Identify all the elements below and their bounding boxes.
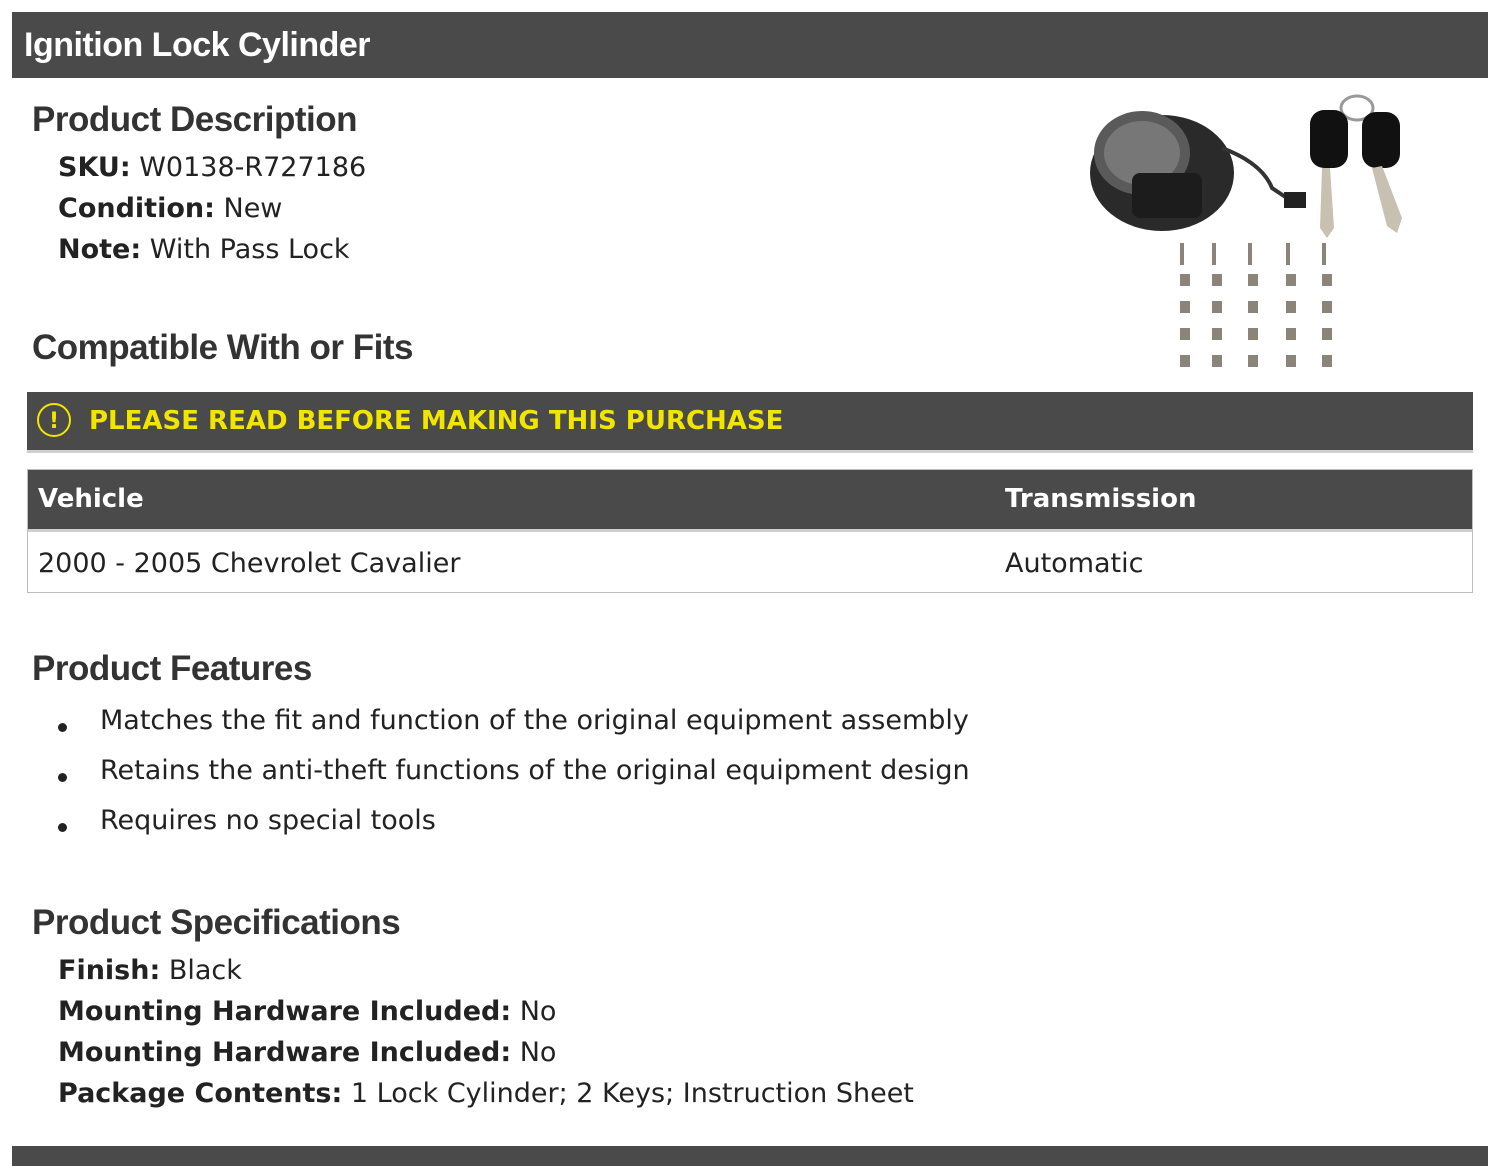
note-label: Note:: [58, 234, 142, 265]
finish-row: [58, 955, 242, 986]
specs-heading: Product Specifications: [32, 903, 401, 942]
product-image: [1072, 88, 1442, 380]
mounting-value-2: No: [519, 1037, 557, 1068]
features-list: [58, 705, 970, 855]
description-heading: Product Description: [32, 100, 357, 139]
mounting-row-2: [58, 1037, 556, 1068]
title-bar: [12, 12, 1488, 78]
list-item: Matches the fit and function of the original equipment assembly: [58, 705, 970, 755]
page-title: Ignition Lock Cylinder: [24, 26, 371, 64]
sku-value: W0138-R727186: [139, 152, 367, 183]
table-cell-vehicle: 2000 - 2005 Chevrolet Cavalier: [38, 548, 461, 579]
sku-label: SKU:: [58, 152, 131, 183]
mounting-label-2: Mounting Hardware Included:: [58, 1037, 512, 1068]
features-heading: Product Features: [32, 649, 312, 688]
package-value: 1 Lock Cylinder; 2 Keys; Instruction Sheet: [350, 1078, 914, 1109]
finish-label: Finish:: [58, 955, 161, 986]
sku-row: [58, 152, 366, 183]
warning-text: PLEASE READ BEFORE MAKING THIS PURCHASE: [89, 406, 784, 436]
package-label: Package Contents:: [58, 1078, 343, 1109]
compat-table: [27, 469, 1473, 593]
table-header: [28, 470, 1472, 532]
column-header-transmission: Transmission: [1005, 484, 1197, 514]
list-item: Retains the anti-theft functions of the original equipment design: [58, 755, 970, 805]
package-row: [58, 1078, 914, 1109]
bottom-bar: [12, 1146, 1488, 1166]
condition-row: [58, 193, 282, 224]
condition-label: Condition:: [58, 193, 215, 224]
finish-value: Black: [168, 955, 242, 986]
note-row: [58, 234, 350, 265]
mounting-row: [58, 996, 556, 1027]
compat-heading: Compatible With or Fits: [32, 328, 413, 367]
exclamation-icon: !: [37, 403, 71, 437]
column-header-vehicle: Vehicle: [38, 484, 144, 514]
mounting-label: Mounting Hardware Included:: [58, 996, 512, 1027]
condition-value: New: [223, 193, 283, 224]
mounting-value: No: [519, 996, 557, 1027]
table-cell-transmission: Automatic: [1005, 548, 1144, 579]
list-item: Requires no special tools: [58, 805, 970, 855]
warning-banner: [27, 392, 1473, 453]
tumbler-pins-icon: [1180, 243, 1332, 367]
lock-cylinder-icon: [1090, 111, 1306, 231]
note-value: With Pass Lock: [149, 234, 350, 265]
keys-icon: [1310, 96, 1402, 238]
